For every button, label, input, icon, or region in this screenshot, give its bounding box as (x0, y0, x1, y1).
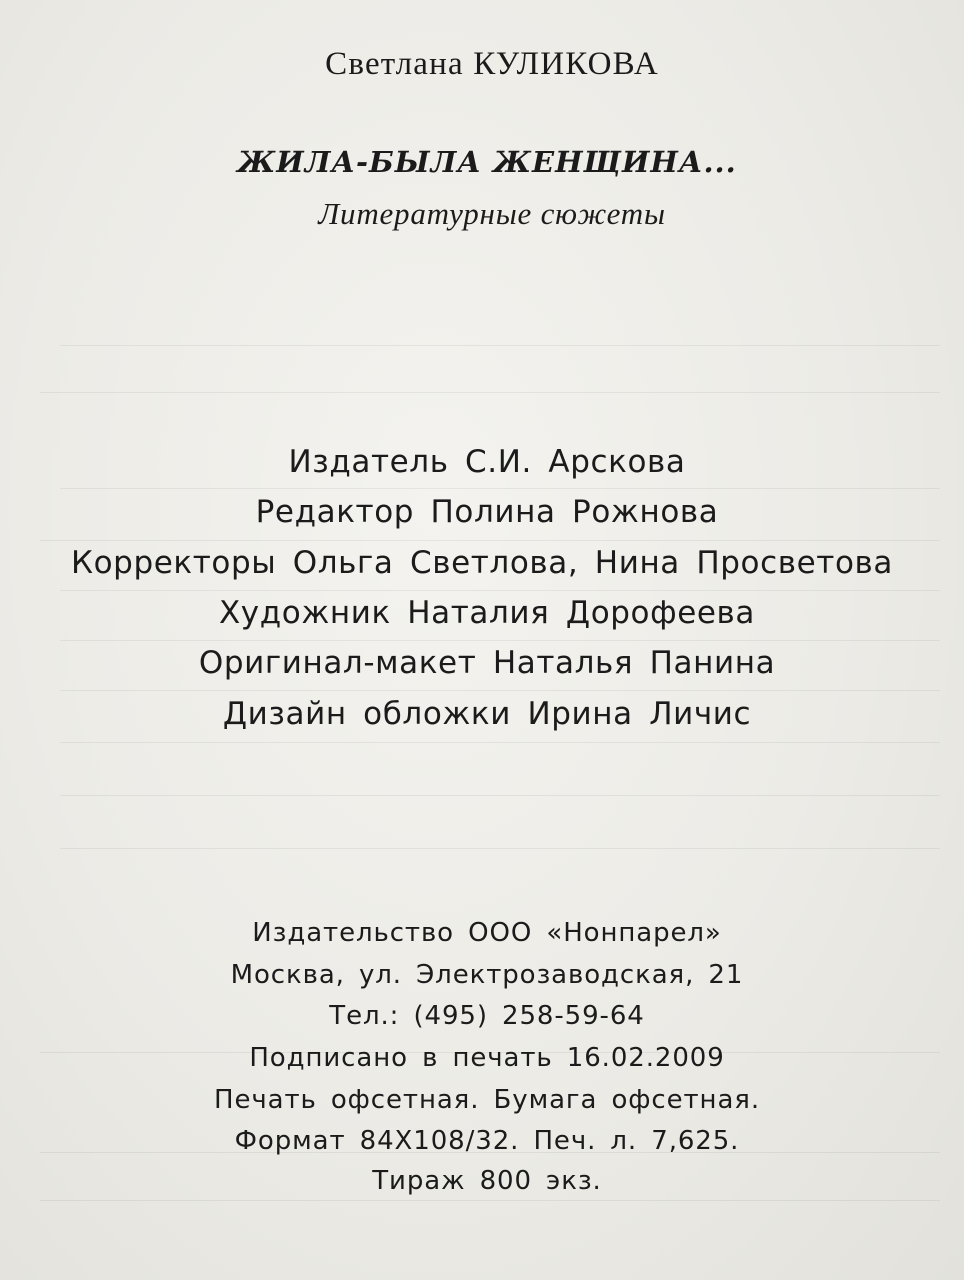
imprint-address: Москва, ул. Электрозаводская, 21 (230, 960, 744, 990)
credit-proofreaders: Корректоры Ольга Светлова, Нина Просветова (71, 545, 893, 581)
imprint-phone: Тел.: (495) 258-59-64 (329, 1001, 645, 1031)
imprint-print-type: Печать офсетная. Бумага офсетная. (214, 1085, 760, 1115)
imprint-print-run: Тираж 800 экз. (372, 1166, 602, 1196)
credit-editor: Редактор Полина Рожнова (255, 494, 719, 530)
credit-artist: Художник Наталия Дорофеева (218, 595, 756, 631)
credit-publisher: Издатель С.И. Арскова (288, 444, 686, 480)
credit-cover-design: Дизайн обложки Ирина Личис (222, 696, 752, 732)
book-title: ЖИЛА-БЫЛА ЖЕНЩИНА... (237, 145, 737, 179)
credit-layout: Оригинал-макет Наталья Панина (198, 645, 776, 681)
author-name: Светлана КУЛИКОВА (325, 46, 659, 82)
imprint-publisher: Издательство ООО «Нонпарел» (252, 918, 722, 948)
imprint-signed-date: Подписано в печать 16.02.2009 (249, 1043, 725, 1073)
imprint-format: Формат 84Х108/32. Печ. л. 7,625. (234, 1126, 740, 1156)
book-subtitle: Литературные сюжеты (318, 196, 666, 231)
